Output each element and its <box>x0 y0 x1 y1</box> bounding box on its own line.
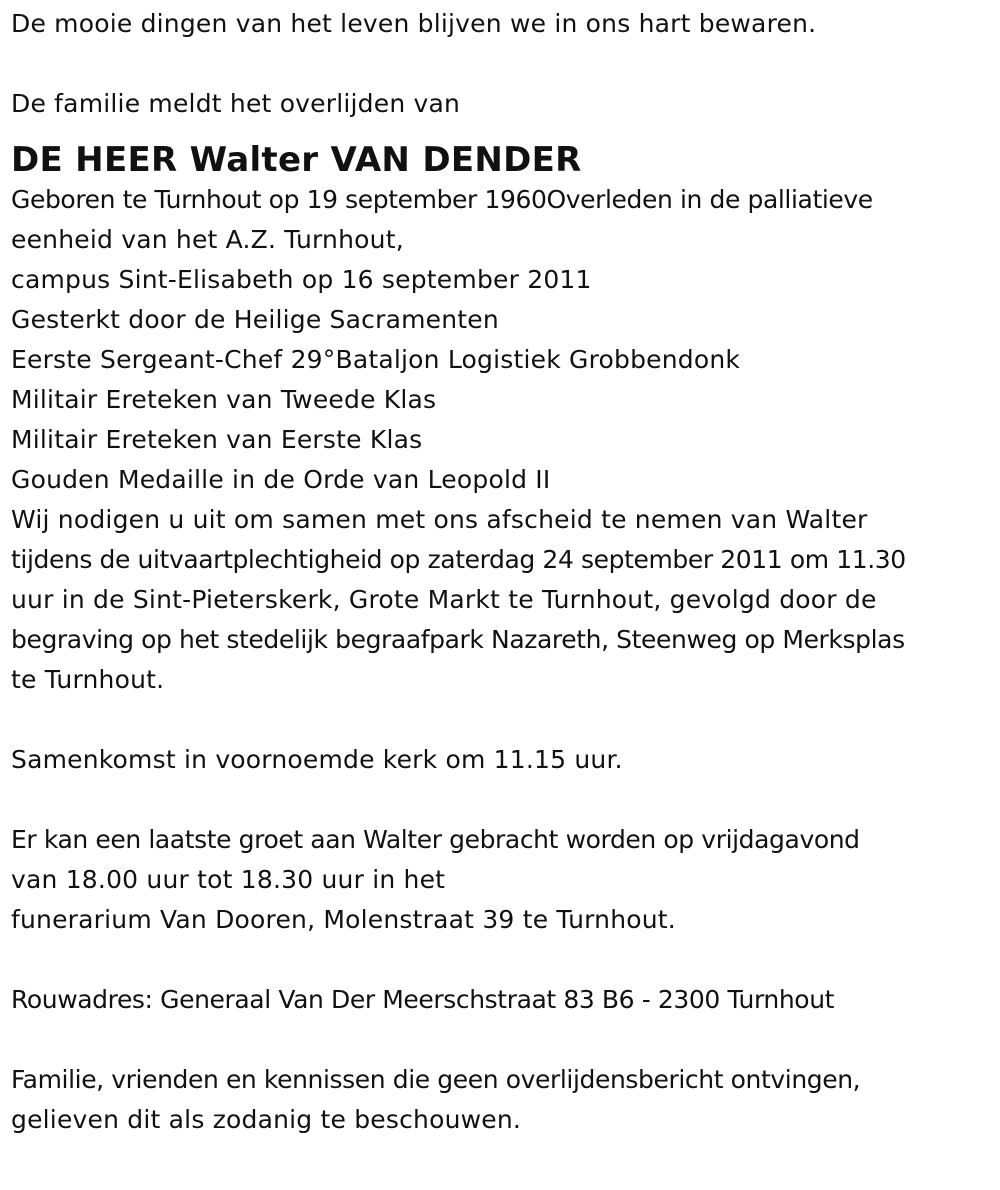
spacer <box>11 700 996 740</box>
spacer <box>11 940 996 980</box>
closing-line: Familie, vrienden en kennissen die geen overlijdensbericht ontvingen, <box>11 1065 861 1094</box>
detail-line: Militair Ereteken van Eerste Klas <box>11 425 423 454</box>
invitation-line: uur in de Sint-Pieterskerk, Grote Markt te Turnhout, gevolgd door de <box>11 585 877 614</box>
detail-line: Militair Ereteken van Tweede Klas <box>11 385 437 414</box>
detail-line: Gesterkt door de Heilige Sacramenten <box>11 305 499 334</box>
detail-line: Gouden Medaille in de Orde van Leopold II <box>11 465 551 494</box>
gathering-line: Samenkomst in voornoemde kerk om 11.15 uur. <box>11 745 623 774</box>
detail-line: campus Sint-Elisabeth op 16 september 2011 <box>11 265 592 294</box>
invitation-line: Wij nodigen u uit om samen met ons afscheid te nemen van Walter <box>11 505 868 534</box>
visitation-line: Er kan een laatste groet aan Walter gebracht worden op vrijdagavond <box>11 825 860 854</box>
spacer <box>11 44 996 84</box>
spacer <box>11 1020 996 1060</box>
mourning-address: Rouwadres: Generaal Van Der Meerschstraat 83 B6 - 2300 Turnhout <box>11 985 835 1014</box>
deceased-name: DE HEER Walter VAN DENDER <box>11 140 582 180</box>
visitation-line: funerarium Van Dooren, Molenstraat 39 te Turnhout. <box>11 905 676 934</box>
invitation-line: begraving op het stedelijk begraafpark Nazareth, Steenweg op Merksplas <box>11 625 905 654</box>
visitation-line: van 18.00 uur tot 18.30 uur in het <box>11 865 446 894</box>
closing-line: gelieven dit als zodanig te beschouwen. <box>11 1105 522 1134</box>
detail-line: Geboren te Turnhout op 19 september 1960Overleden in de palliatieve <box>11 185 873 214</box>
funeral-invitation <box>11 500 996 700</box>
opening-line: De mooie dingen van het leven blijven we in ons hart bewaren. <box>11 9 817 38</box>
spacer <box>11 780 996 820</box>
detail-line: eenheid van het A.Z. Turnhout, <box>11 225 404 254</box>
closing-note <box>11 1060 996 1140</box>
invitation-line: te Turnhout. <box>11 665 165 694</box>
detail-line: Eerste Sergeant-Chef 29°Bataljon Logistiek Grobbendonk <box>11 345 741 374</box>
announcement-line: De familie meldt het overlijden van <box>11 89 461 118</box>
biography-details <box>11 180 996 500</box>
invitation-line: tijdens de uitvaartplechtigheid op zaterdag 24 september 2011 om 11.30 <box>11 545 906 574</box>
obituary-document <box>11 4 996 1140</box>
visitation-info <box>11 820 996 940</box>
